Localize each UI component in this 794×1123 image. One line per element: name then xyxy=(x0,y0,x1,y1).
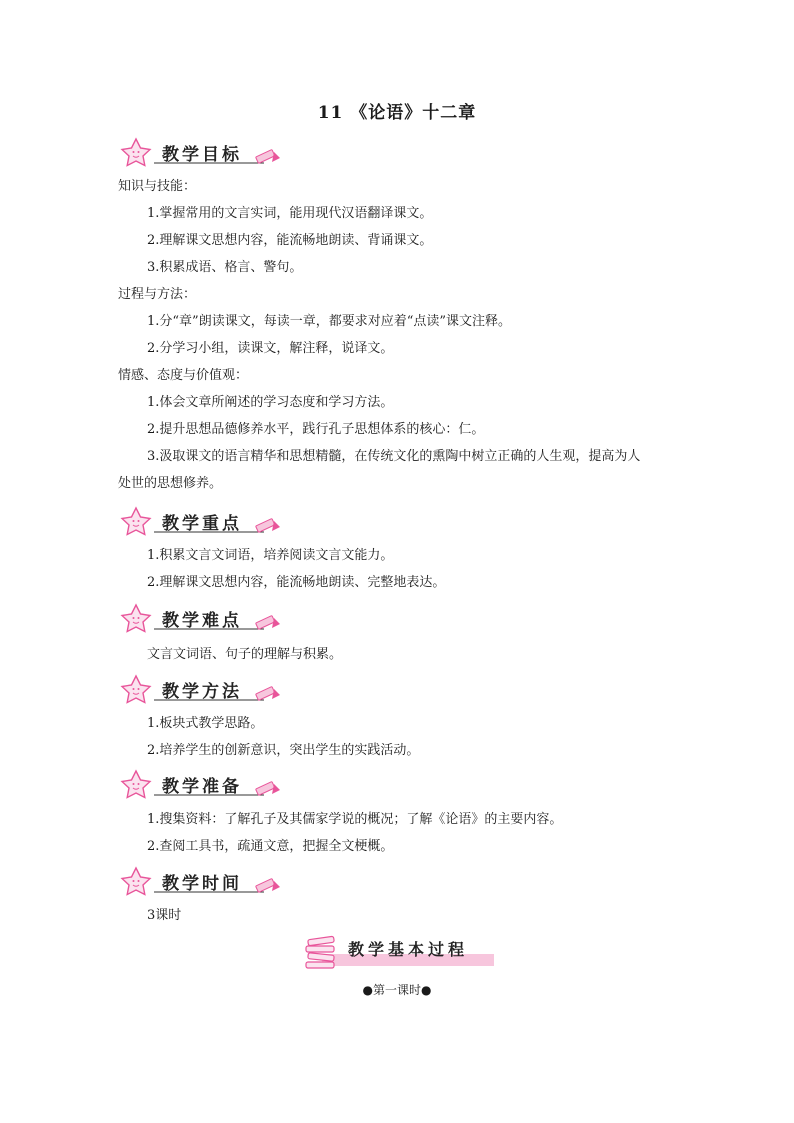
list-item: 1.分“章”朗读课文，每读一章，都要求对应着“点读”课文注释。 xyxy=(147,314,511,329)
list-item: 2.查阅工具书，疏通文意，把握全文梗概。 xyxy=(147,839,394,854)
pencil-icon xyxy=(256,878,280,892)
list-item: 1.体会文章所阐述的学习态度和学习方法。 xyxy=(147,395,394,410)
section-heading-difficulties xyxy=(116,602,286,634)
subheading-process: 过程与方法： xyxy=(118,287,197,302)
pencil-icon xyxy=(256,781,280,795)
banner-text: 教学基本过程 xyxy=(348,940,469,959)
list-item: 2.理解课文思想内容，能流畅地朗读、完整地表达。 xyxy=(147,575,446,590)
period-label: ●第一课时● xyxy=(362,983,432,997)
subheading-knowledge: 知识与技能： xyxy=(118,179,197,194)
pencil-icon xyxy=(256,686,280,700)
list-item-continuation: 处世的思想修养。 xyxy=(118,476,223,491)
section-heading-text: 教学准备 xyxy=(162,777,242,797)
list-item: 2.理解课文思想内容，能流畅地朗读、背诵课文。 xyxy=(147,233,433,248)
list-item: 1.板块式教学思路。 xyxy=(147,716,264,731)
list-item: 1.搜集资料：了解孔子及其儒家学说的概况；了解《论语》的主要内容。 xyxy=(147,812,563,827)
section-heading-objectives xyxy=(116,136,286,168)
list-item: 1.掌握常用的文言实词，能用现代汉语翻译课文。 xyxy=(147,206,433,221)
list-item: 1.积累文言文词语，培养阅读文言文能力。 xyxy=(147,548,394,563)
subheading-emotion: 情感、态度与价值观： xyxy=(118,368,249,383)
process-banner xyxy=(302,932,498,972)
section-heading-time xyxy=(116,865,286,897)
section-heading-key-points xyxy=(116,505,286,537)
list-item: 2.分学习小组，读课文，解注释，说译文。 xyxy=(147,341,394,356)
section-heading-text: 教学目标 xyxy=(162,145,242,165)
pencil-icon xyxy=(256,518,280,532)
list-item: 文言文词语、句子的理解与积累。 xyxy=(147,647,343,662)
pencil-icon xyxy=(256,149,280,163)
list-item: 3.积累成语、格言、警句。 xyxy=(147,260,303,275)
section-heading-text: 教学难点 xyxy=(162,611,242,631)
list-item: 3.汲取课文的语言精华和思想精髓，在传统文化的熏陶中树立正确的人生观，提高为人 xyxy=(147,449,641,464)
section-heading-text: 教学重点 xyxy=(162,514,242,534)
pencil-icon xyxy=(256,615,280,629)
section-heading-text: 教学时间 xyxy=(162,874,242,894)
section-heading-text: 教学方法 xyxy=(162,682,242,702)
page-title: 11 《论语》十二章 xyxy=(317,103,477,123)
list-item: 2.提升思想品德修养水平，践行孔子思想体系的核心：仁。 xyxy=(147,422,485,437)
list-item: 2.培养学生的创新意识，突出学生的实践活动。 xyxy=(147,743,420,758)
class-hours: 3课时 xyxy=(147,908,182,923)
section-heading-methods xyxy=(116,673,286,705)
section-heading-preparation xyxy=(116,768,286,800)
